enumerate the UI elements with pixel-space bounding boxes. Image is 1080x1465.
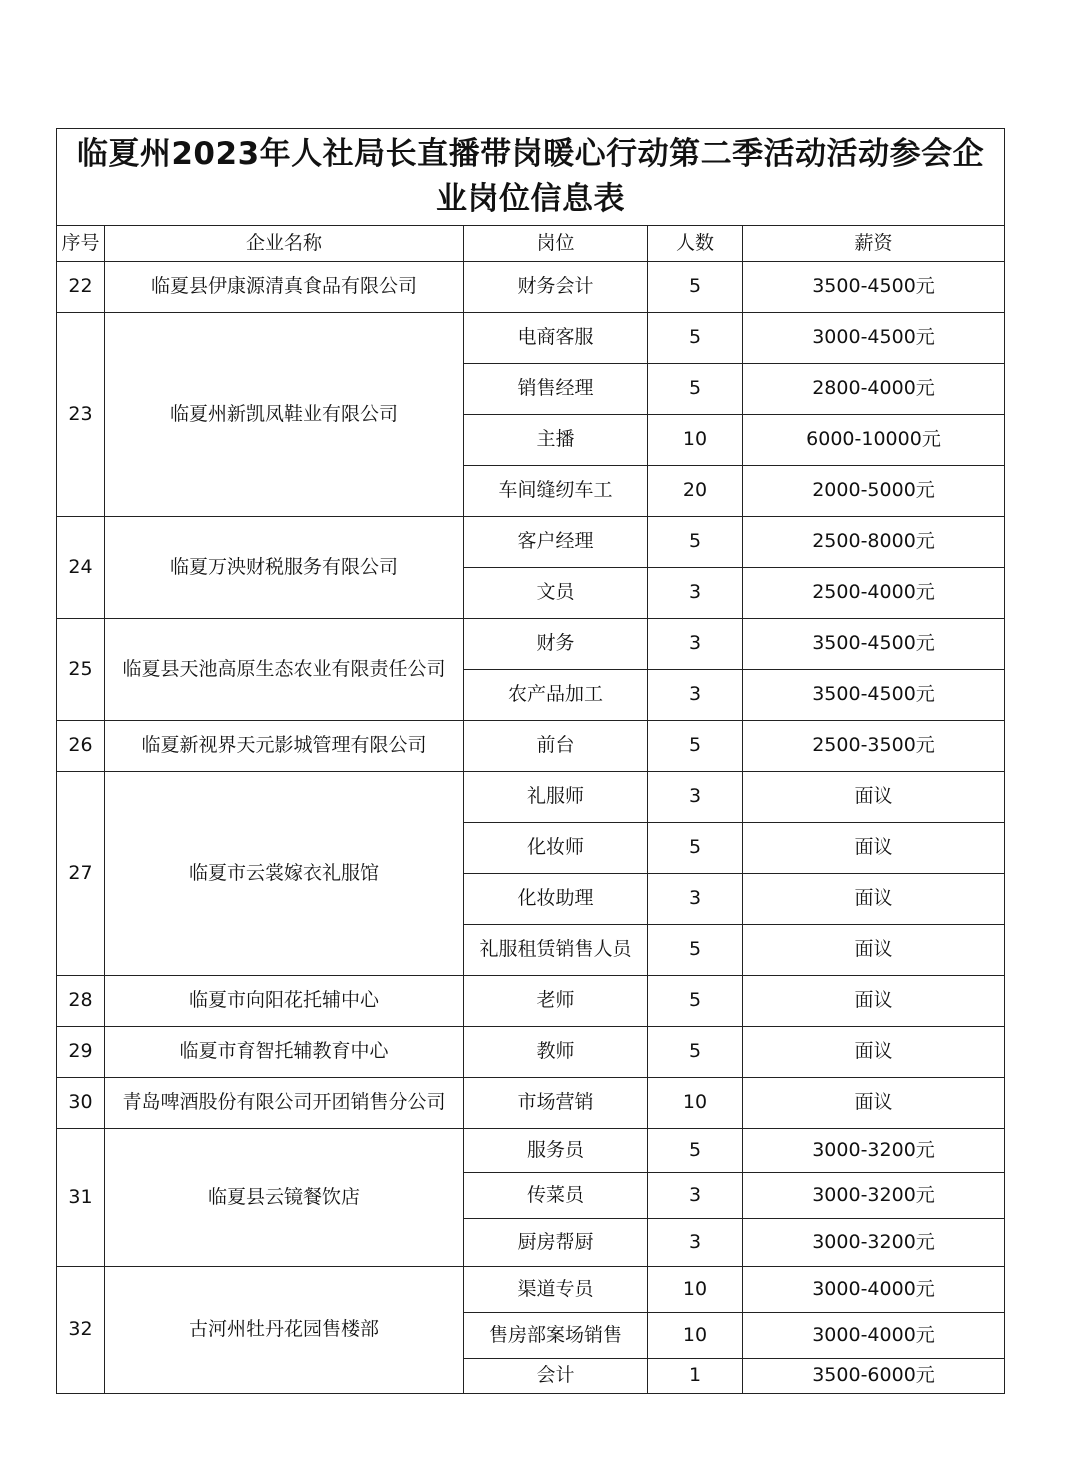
cell-count: 10 [648, 1313, 743, 1359]
cell-company-name: 临夏市云裳嫁衣礼服馆 [105, 772, 464, 976]
cell-company-name: 临夏市育智托辅教育中心 [105, 1027, 464, 1078]
cell-index: 26 [57, 721, 105, 772]
cell-position: 会计 [464, 1359, 648, 1394]
table-row [57, 772, 1005, 823]
cell-index: 22 [57, 262, 105, 313]
cell-position: 主播 [464, 415, 648, 466]
cell-position: 文员 [464, 568, 648, 619]
cell-index: 31 [57, 1129, 105, 1267]
cell-salary: 2000-5000元 [743, 466, 1005, 517]
cell-salary: 面议 [743, 823, 1005, 874]
cell-salary: 面议 [743, 1078, 1005, 1129]
cell-position: 市场营销 [464, 1078, 648, 1129]
cell-position: 客户经理 [464, 517, 648, 568]
header-position: 岗位 [464, 226, 648, 262]
cell-position: 前台 [464, 721, 648, 772]
cell-position: 销售经理 [464, 364, 648, 415]
cell-count: 5 [648, 721, 743, 772]
cell-count: 5 [648, 976, 743, 1027]
cell-count: 10 [648, 1267, 743, 1313]
cell-salary: 3000-4000元 [743, 1313, 1005, 1359]
cell-index: 28 [57, 976, 105, 1027]
table-row [57, 976, 1005, 1027]
header-count: 人数 [648, 226, 743, 262]
cell-salary: 面议 [743, 1027, 1005, 1078]
cell-company-name: 临夏县伊康源清真食品有限公司 [105, 262, 464, 313]
cell-position: 厨房帮厨 [464, 1219, 648, 1267]
cell-position: 礼服师 [464, 772, 648, 823]
cell-salary: 6000-10000元 [743, 415, 1005, 466]
cell-count: 5 [648, 313, 743, 364]
cell-position: 农产品加工 [464, 670, 648, 721]
cell-salary: 面议 [743, 925, 1005, 976]
table-row [57, 721, 1005, 772]
cell-position: 电商客服 [464, 313, 648, 364]
cell-position: 财务 [464, 619, 648, 670]
cell-salary: 面议 [743, 772, 1005, 823]
table-row [57, 313, 1005, 364]
cell-count: 3 [648, 1173, 743, 1219]
cell-index: 27 [57, 772, 105, 976]
cell-position: 化妆助理 [464, 874, 648, 925]
cell-position: 渠道专员 [464, 1267, 648, 1313]
table-row [57, 517, 1005, 568]
cell-count: 5 [648, 1027, 743, 1078]
cell-position: 车间缝纫车工 [464, 466, 648, 517]
header-salary: 薪资 [743, 226, 1005, 262]
cell-index: 25 [57, 619, 105, 721]
cell-company-name: 临夏县天池高原生态农业有限责任公司 [105, 619, 464, 721]
cell-count: 3 [648, 670, 743, 721]
cell-salary: 2500-8000元 [743, 517, 1005, 568]
cell-salary: 3500-4500元 [743, 262, 1005, 313]
cell-company-name: 临夏新视界天元影城管理有限公司 [105, 721, 464, 772]
cell-salary: 3500-4500元 [743, 670, 1005, 721]
table-title: 临夏州2023年人社局长直播带岗暖心行动第二季活动活动参会企业岗位信息表 [57, 129, 1005, 226]
cell-count: 5 [648, 364, 743, 415]
cell-salary: 2500-3500元 [743, 721, 1005, 772]
cell-count: 3 [648, 874, 743, 925]
cell-salary: 3000-3200元 [743, 1173, 1005, 1219]
cell-company-name: 临夏州新凯凤鞋业有限公司 [105, 313, 464, 517]
cell-count: 5 [648, 925, 743, 976]
cell-count: 3 [648, 772, 743, 823]
cell-count: 10 [648, 415, 743, 466]
cell-company-name: 青岛啤酒股份有限公司开团销售分公司 [105, 1078, 464, 1129]
cell-salary: 2500-4000元 [743, 568, 1005, 619]
cell-count: 1 [648, 1359, 743, 1394]
table-row [57, 1027, 1005, 1078]
table-row [57, 262, 1005, 313]
cell-position: 售房部案场销售 [464, 1313, 648, 1359]
cell-position: 服务员 [464, 1129, 648, 1173]
cell-count: 5 [648, 262, 743, 313]
cell-position: 化妆师 [464, 823, 648, 874]
table-row [57, 1129, 1005, 1173]
cell-count: 3 [648, 619, 743, 670]
cell-salary: 3000-4500元 [743, 313, 1005, 364]
cell-position: 礼服租赁销售人员 [464, 925, 648, 976]
cell-position: 老师 [464, 976, 648, 1027]
header-row [57, 226, 1005, 262]
job-info-table [56, 128, 1005, 1394]
cell-salary: 面议 [743, 874, 1005, 925]
cell-index: 32 [57, 1267, 105, 1394]
cell-count: 20 [648, 466, 743, 517]
cell-salary: 3000-4000元 [743, 1267, 1005, 1313]
cell-salary: 面议 [743, 976, 1005, 1027]
header-company: 企业名称 [105, 226, 464, 262]
cell-salary: 2800-4000元 [743, 364, 1005, 415]
cell-company-name: 临夏县云镜餐饮店 [105, 1129, 464, 1267]
cell-index: 23 [57, 313, 105, 517]
cell-count: 10 [648, 1078, 743, 1129]
table-row [57, 1078, 1005, 1129]
table-row [57, 1267, 1005, 1313]
cell-salary: 3000-3200元 [743, 1129, 1005, 1173]
cell-count: 5 [648, 1129, 743, 1173]
cell-position: 财务会计 [464, 262, 648, 313]
cell-index: 24 [57, 517, 105, 619]
cell-company-name: 临夏万泱财税服务有限公司 [105, 517, 464, 619]
cell-position: 教师 [464, 1027, 648, 1078]
cell-count: 5 [648, 823, 743, 874]
cell-company-name: 古河州牡丹花园售楼部 [105, 1267, 464, 1394]
cell-company-name: 临夏市向阳花托辅中心 [105, 976, 464, 1027]
table-row [57, 619, 1005, 670]
cell-salary: 3500-4500元 [743, 619, 1005, 670]
table-body [57, 262, 1005, 1394]
cell-salary: 3000-3200元 [743, 1219, 1005, 1267]
cell-count: 3 [648, 1219, 743, 1267]
cell-position: 传菜员 [464, 1173, 648, 1219]
cell-index: 30 [57, 1078, 105, 1129]
cell-index: 29 [57, 1027, 105, 1078]
cell-count: 3 [648, 568, 743, 619]
header-index: 序号 [57, 226, 105, 262]
cell-count: 5 [648, 517, 743, 568]
cell-salary: 3500-6000元 [743, 1359, 1005, 1394]
